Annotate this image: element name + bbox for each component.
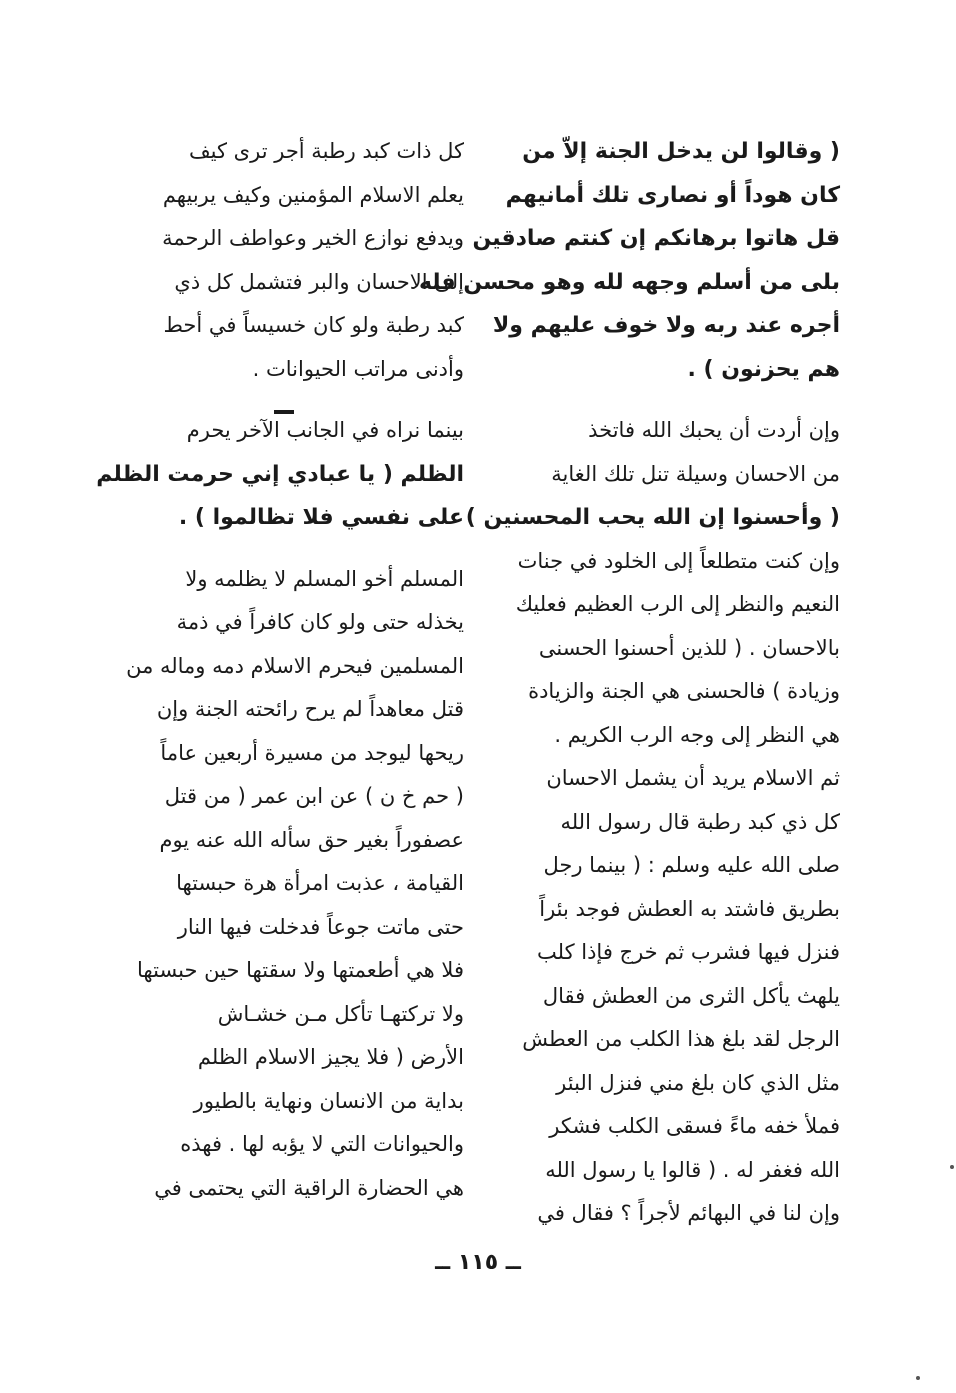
text-line: من الاحسان وسيلة تنل تلك الغاية [551,461,840,486]
text-line: يعلم الاسلام المؤمنين وكيف يربيهم [162,182,464,207]
paragraph [136,130,464,391]
text-line: فلا هي أطعمتها ولا سقتها حين حبستها [137,958,464,982]
paragraph-gap [512,391,840,409]
paragraph-gap [136,391,464,409]
text-line: ( حم خ ن ) عن ابن عمر ( من قتل [164,784,464,808]
text-line: كل ذي كبد رطبة قال رسول الله [560,809,840,834]
text-line: صلى الله عليه وسلم : ( بينما رجل [543,853,840,877]
text-line: عصفوراً بغير حق سأله الله عنه يوم [159,827,464,852]
ihsan-paragraph [465,409,840,1236]
text-line: فملأ خفه ماءً فسقى الكلب فشكر [549,1114,840,1138]
text-line: النعيم والنظر إلى الرب العظيم فعليك [515,592,840,616]
text-line: ويدفع نوازع الخير وعواطف الرحمة [162,226,464,250]
text-line: يلهث يأكل الثرى من العطش فقال [542,983,840,1008]
text-line: وزيادة ) فالحسنى هي الجنة والزيادة [528,679,840,703]
text-line: القيامة ، عذبت امرأة هرة حبستها [176,871,464,895]
text-line: ولا تركتهـا تأكل مـن خشـاش [217,1001,464,1026]
paragraph [96,409,464,540]
text-line: حتى ماتت جوعاً فدخلت فيها النار [177,914,464,939]
text-line: ريحها ليوجد من مسيرة أربعين عاماً [160,740,464,765]
text-line: الظلم ( يا عبادي إني حرمت الظلم [96,461,464,487]
text-line: أجره عند ربه ولا خوف عليهم ولا [492,313,840,338]
text-line: كل ذات كبد رطبة أجر ترى كيف [188,139,464,163]
text-line: كبد رطبة ولو كان خسيساً في أحط [163,313,464,337]
scan-speck [916,1376,920,1380]
text-line: بينما نراه في الجانب الآخر يحرم [186,418,464,442]
text-line: قل هاتوا برهانكم إن كنتم صادقين [472,226,840,251]
left-column [96,130,464,1210]
text-line: وأدنى مراتب الحيوانات . [252,356,464,381]
text-line: مثل الذي كان بلغ مني فنزل البئر [556,1070,840,1095]
text-line: هم يحزنون ) . [687,356,840,382]
text-line: بداية من الانسان ونهاية بالطيور [193,1088,464,1113]
text-line: هي النظر إلى وجه الرب الكريم . [554,722,840,747]
text-line: بلى من أسلم وجهه لله وهو محسن فله [418,269,840,295]
text-line: بالاحسان . ( للذين أحسنوا الحسنى [538,635,840,660]
text-line: المسلمين فيحرم الاسلام دمه وماله من [126,653,464,678]
text-line: فنزل فيها فشرب ثم خرج فإذا كلب [537,940,840,964]
text-line: يخذله حتى ولو كان كافراً في ذمة [176,610,464,634]
text-line: بطريق فاشتد به العطش فوجد بئراً [539,896,840,921]
right-column [418,130,840,1236]
text-line: وإن أردت أن يحبك الله فاتخذ [588,418,840,442]
text-line: الأرض ( فلا يجيز الاسلام الظلم [197,1045,464,1069]
paragraph [126,558,464,1211]
scan-speck [950,1165,954,1169]
print-mark [274,410,294,414]
text-line: قتل معاهداً لم يرح رائحته الجنة وإن [156,697,464,721]
text-line: المسلم أخو المسلم لا يظلمه ولا [185,566,464,591]
text-line: والحيوانات التي لا يؤبه لها . فهذه [180,1132,464,1156]
text-line: إلى الاحسان والبر فتشمل كل ذي [174,269,464,294]
page-number: ــ ١١٥ ــ [435,1250,521,1275]
text-line: وإن لنا في البهائم لأجراً ؟ فقال في [537,1201,840,1225]
text-line: على نفسي فلا تظالموا ) . [178,505,464,530]
text-line: كان هوداً أو نصارى تلك أمانيهم [505,182,840,208]
text-line: ثم الاسلام يريد أن يشمل الاحسان [546,766,840,790]
text-line: هي الحضارة الراقية التي يحتمى في [154,1175,464,1200]
text-line: ( وأحسنوا إن الله يحب المحسنين ) [465,505,840,530]
text-line: ( وقالوا لن يدخل الجنة إلاّ من [522,139,840,164]
text-line: وإن كنت متطلعاً إلى الخلود في جنات [517,548,840,573]
text-line: الرجل لقد بلغ هذا الكلب من العطش [522,1027,840,1051]
text-line: الله فغفر له . ( قالوا يا رسول الله [545,1157,840,1182]
paragraph-gap [136,540,464,558]
quran-verse-paragraph [418,130,840,391]
